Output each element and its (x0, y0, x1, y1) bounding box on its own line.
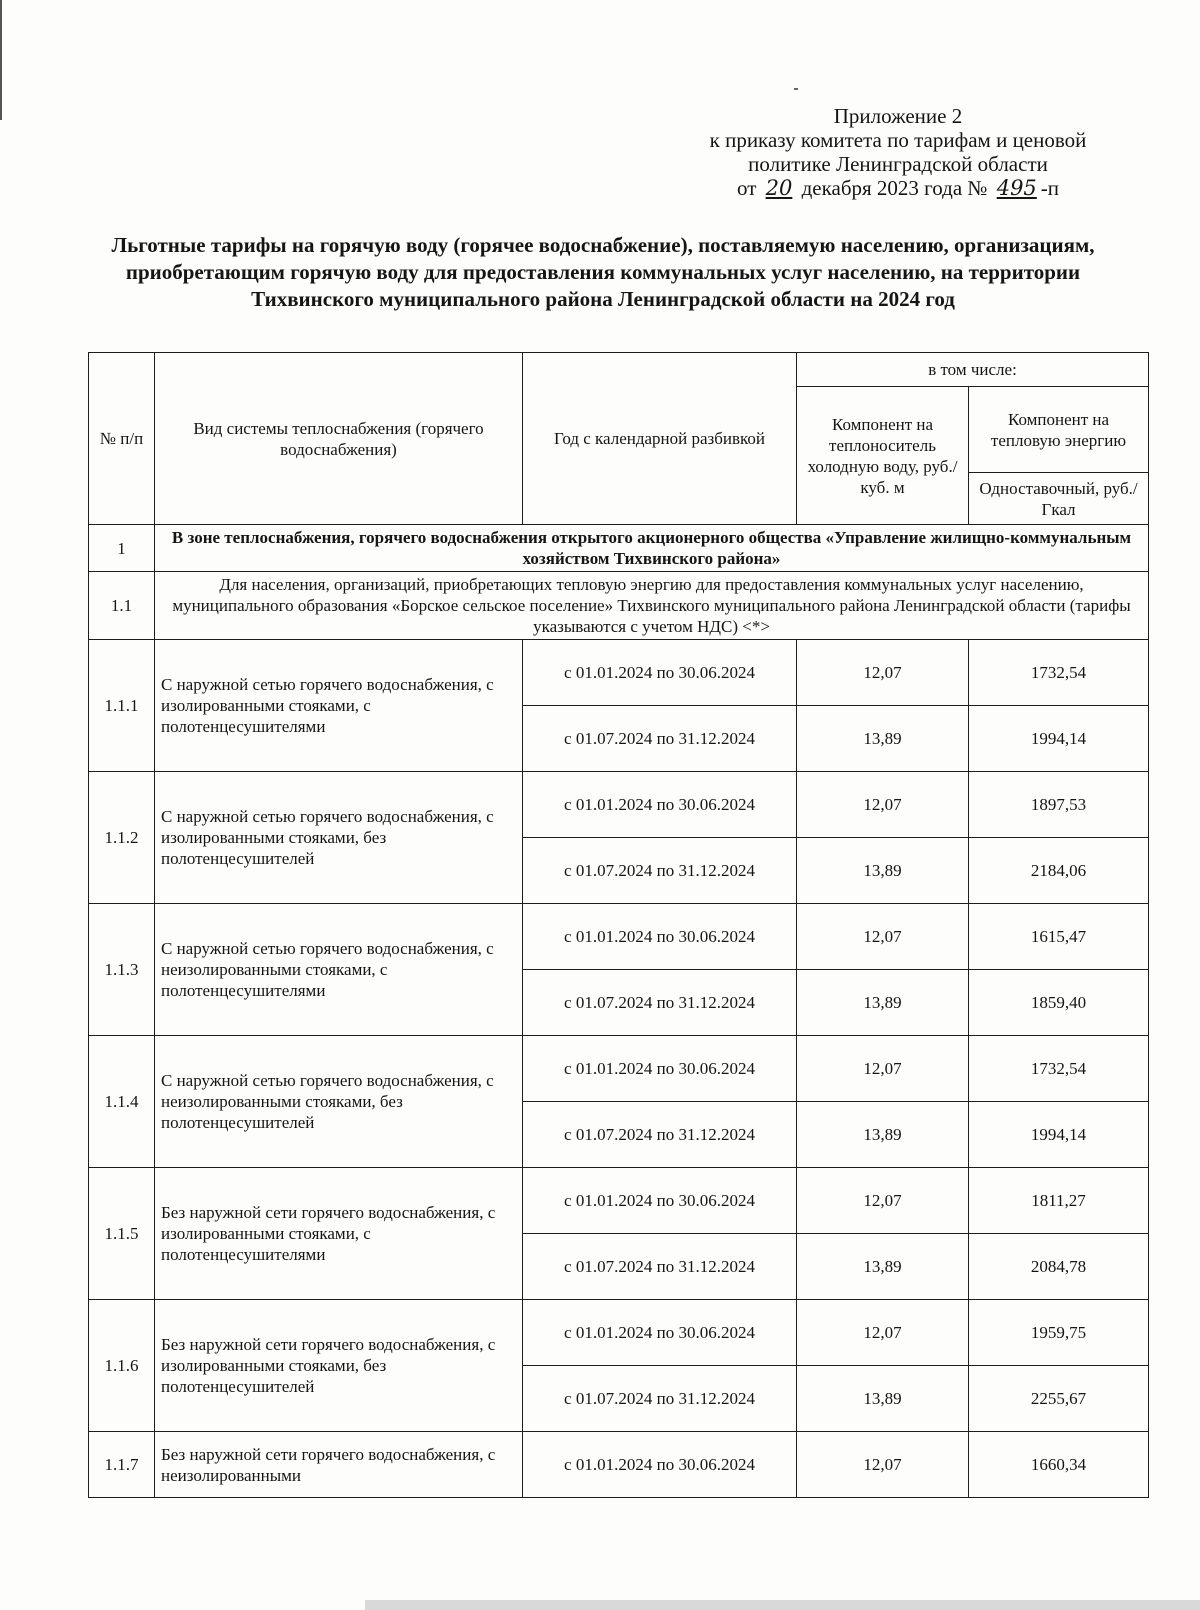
zone-text: В зоне теплоснабжения, горячего водоснабжения открытого акционерного общества «Управление жилищно-коммунальным хозяйством Тихвинского района» (155, 525, 1149, 572)
row-energy-value: 1994,14 (969, 706, 1149, 772)
zone-num: 1 (89, 525, 155, 572)
header-row (89, 353, 1149, 387)
row-carrier-value: 13,89 (797, 970, 969, 1036)
row-number: 1.1.3 (89, 904, 155, 1036)
row-energy-value: 1859,40 (969, 970, 1149, 1036)
table-row (89, 904, 1149, 970)
row-period: с 01.01.2024 по 30.06.2024 (523, 1432, 797, 1498)
row-description: С наружной сетью горячего водоснабжения, с изолированными стояками, без полотенцесушителей (155, 772, 523, 904)
date-prefix: от (736, 176, 757, 200)
zone-row (89, 525, 1149, 572)
row-period: с 01.01.2024 по 30.06.2024 (523, 1300, 797, 1366)
row-carrier-value: 13,89 (797, 1234, 969, 1300)
appendix-date-line (668, 176, 1128, 200)
row-energy-value: 2084,78 (969, 1234, 1149, 1300)
row-carrier-value: 13,89 (797, 838, 969, 904)
table-row (89, 1432, 1149, 1498)
tariff-table (88, 352, 1149, 1498)
row-number: 1.1.4 (89, 1036, 155, 1168)
order-number-handwritten: 495 (996, 176, 1037, 200)
subsection-row (89, 572, 1149, 640)
row-energy-value: 1897,53 (969, 772, 1149, 838)
header-num: № п/п (89, 353, 155, 525)
row-period: с 01.07.2024 по 31.12.2024 (523, 1102, 797, 1168)
row-period: с 01.01.2024 по 30.06.2024 (523, 1168, 797, 1234)
row-energy-value: 1959,75 (969, 1300, 1149, 1366)
row-carrier-value: 12,07 (797, 640, 969, 706)
header-energy: Компонент на тепловую энергию (969, 387, 1149, 473)
table-row (89, 640, 1149, 706)
row-period: с 01.07.2024 по 31.12.2024 (523, 1234, 797, 1300)
row-energy-value: 1660,34 (969, 1432, 1149, 1498)
scan-edge (0, 0, 2, 120)
row-description: С наружной сетью горячего водоснабжения, с неизолированными стояками, с полотенцесушителями (155, 904, 523, 1036)
row-description: Без наружной сети горячего водоснабжения, с изолированными стояками, без полотенцесушителей (155, 1300, 523, 1432)
row-period: с 01.07.2024 по 31.12.2024 (523, 838, 797, 904)
row-number: 1.1.7 (89, 1432, 155, 1498)
header-single-rate: Одноставочный, руб./Гкал (969, 473, 1149, 525)
row-carrier-value: 12,07 (797, 1300, 969, 1366)
document-title: Льготные тарифы на горячую воду (горячее водоснабжение), поставляемую населению, организациям, приобретающим горячую воду для предоставления коммунальных услуг населению, на территории Тихвинского муниципального района Ленинградской области на 2024 год (111, 233, 1095, 311)
table-row (89, 1036, 1149, 1102)
row-description: Без наружной сети горячего водоснабжения, с неизолированными (155, 1432, 523, 1498)
row-carrier-value: 12,07 (797, 1432, 969, 1498)
appendix-order-line: к приказу комитета по тарифам и ценовой (709, 128, 1087, 152)
row-period: с 01.01.2024 по 30.06.2024 (523, 772, 797, 838)
row-number: 1.1.2 (89, 772, 155, 904)
table-row (89, 1168, 1149, 1234)
row-description: Без наружной сети горячего водоснабжения, с изолированными стояками, с полотенцесушителями (155, 1168, 523, 1300)
row-number: 1.1.1 (89, 640, 155, 772)
row-energy-value: 2255,67 (969, 1366, 1149, 1432)
row-description: С наружной сетью горячего водоснабжения, с неизолированными стояками, без полотенцесушителей (155, 1036, 523, 1168)
row-description: С наружной сетью горячего водоснабжения, с изолированными стояками, с полотенцесушителями (155, 640, 523, 772)
date-day-handwritten: 20 (765, 176, 793, 200)
table-row (89, 1300, 1149, 1366)
header-including: в том числе: (797, 353, 1149, 387)
header-year: Год с календарной разбивкой (523, 353, 797, 525)
row-number: 1.1.5 (89, 1168, 155, 1300)
subsection-text: Для населения, организаций, приобретающих тепловую энергию для предоставления коммунальных услуг населению, муниципального образования «Борское сельское поселение» Тихвинского муниципального района Ленинградской области (тарифы указываются с учетом НДС) <*> (155, 572, 1149, 640)
row-carrier-value: 12,07 (797, 904, 969, 970)
appendix-committee-line: политике Ленинградской области (748, 152, 1048, 176)
row-number: 1.1.6 (89, 1300, 155, 1432)
row-energy-value: 1615,47 (969, 904, 1149, 970)
row-energy-value: 1732,54 (969, 640, 1149, 706)
date-rest: декабря 2023 года № (801, 176, 988, 200)
appendix-title: Приложение 2 (833, 104, 963, 128)
row-carrier-value: 12,07 (797, 772, 969, 838)
scan-edge-bottom (365, 1600, 1200, 1610)
row-energy-value: 1732,54 (969, 1036, 1149, 1102)
row-carrier-value: 13,89 (797, 1366, 969, 1432)
row-energy-value: 1994,14 (969, 1102, 1149, 1168)
header-carrier: Компонент на теплоноситель холодную воду, руб./куб. м (797, 387, 969, 525)
row-carrier-value: 13,89 (797, 1102, 969, 1168)
row-energy-value: 2184,06 (969, 838, 1149, 904)
row-energy-value: 1811,27 (969, 1168, 1149, 1234)
appendix-header (668, 104, 1128, 200)
order-suffix: -п (1040, 176, 1060, 200)
row-period: с 01.07.2024 по 31.12.2024 (523, 706, 797, 772)
row-period: с 01.07.2024 по 31.12.2024 (523, 1366, 797, 1432)
row-carrier-value: 12,07 (797, 1036, 969, 1102)
row-carrier-value: 13,89 (797, 706, 969, 772)
row-period: с 01.01.2024 по 30.06.2024 (523, 1036, 797, 1102)
row-period: с 01.01.2024 по 30.06.2024 (523, 904, 797, 970)
scan-speck (794, 88, 798, 90)
row-period: с 01.07.2024 по 31.12.2024 (523, 970, 797, 1036)
subsection-num: 1.1 (89, 572, 155, 640)
table-row (89, 772, 1149, 838)
header-system: Вид системы теплоснабжения (горячего водоснабжения) (155, 353, 523, 525)
row-period: с 01.01.2024 по 30.06.2024 (523, 640, 797, 706)
row-carrier-value: 12,07 (797, 1168, 969, 1234)
